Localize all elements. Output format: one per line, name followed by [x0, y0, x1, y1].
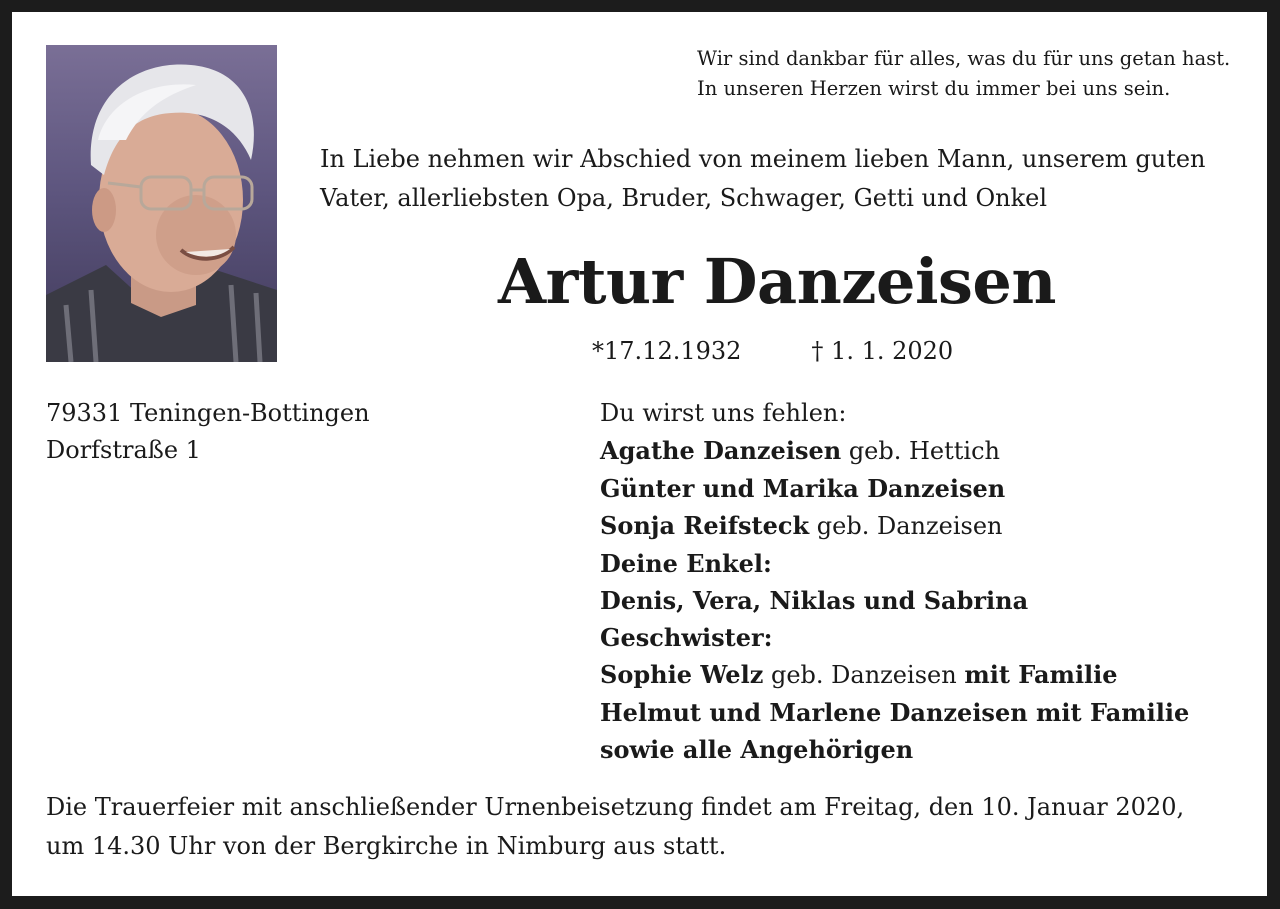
address-city: 79331 Teningen-Bottingen	[46, 399, 370, 427]
intro-line-2: Vater, allerliebsten Opa, Bruder, Schwager, Getti und Onkel	[320, 184, 1047, 212]
ceremony-line-2: um 14.30 Uhr von der Bergkirche in Nimburg aus statt.	[46, 832, 727, 860]
grandchildren-names: Denis, Vera, Niklas und Sabrina	[600, 586, 1029, 615]
sibling1-maiden-name: geb. Danzeisen	[770, 661, 957, 689]
mourners-closing: sowie alle Angehörigen	[600, 735, 914, 764]
siblings-heading: Geschwister:	[600, 623, 773, 652]
mourners-intro: Du wirst uns fehlen:	[600, 399, 847, 427]
memorial-quote	[697, 44, 1230, 104]
child2-name: Sonja Reifsteck	[600, 511, 810, 540]
child2-maiden-name: geb. Danzeisen	[816, 512, 1003, 540]
grandchildren-heading: Deine Enkel:	[600, 549, 772, 578]
sibling1-name: Sophie Welz	[600, 660, 764, 689]
spouse-name: Agathe Danzeisen	[600, 436, 842, 465]
ceremony-line-1: Die Trauerfeier mit anschließender Urnenbeisetzung findet am Freitag, den 10. Januar 2020,	[46, 793, 1185, 821]
deceased-name: Artur Danzeisen	[498, 245, 1056, 318]
address-street: Dorfstraße 1	[46, 436, 201, 464]
mourner-spouse	[600, 432, 1189, 470]
life-dates	[592, 334, 953, 368]
ceremony-notice	[46, 788, 1184, 866]
obituary-card	[12, 12, 1267, 896]
mourner-child-2	[600, 507, 1189, 545]
mourner-sibling-1	[600, 656, 1189, 694]
quote-line-1: Wir sind dankbar für alles, was du für uns getan hast.	[697, 47, 1231, 70]
spouse-maiden-name: geb. Hettich	[848, 437, 1000, 465]
intro-line-1: In Liebe nehmen wir Abschied von meinem lieben Mann, unserem guten	[320, 145, 1206, 173]
sibling1-suffix: mit Familie	[964, 660, 1118, 689]
death-date: † 1. 1. 2020	[811, 337, 954, 365]
birth-date: *17.12.1932	[592, 337, 742, 365]
farewell-intro	[320, 140, 1206, 218]
mourner-child-1: Günter und Marika Danzeisen	[600, 474, 1006, 503]
address-block	[46, 395, 370, 469]
mourner-sibling-2: Helmut und Marlene Danzeisen mit Familie	[600, 698, 1190, 727]
quote-line-2: In unseren Herzen wirst du immer bei uns sein.	[697, 77, 1171, 100]
mourners-list	[600, 395, 1189, 768]
